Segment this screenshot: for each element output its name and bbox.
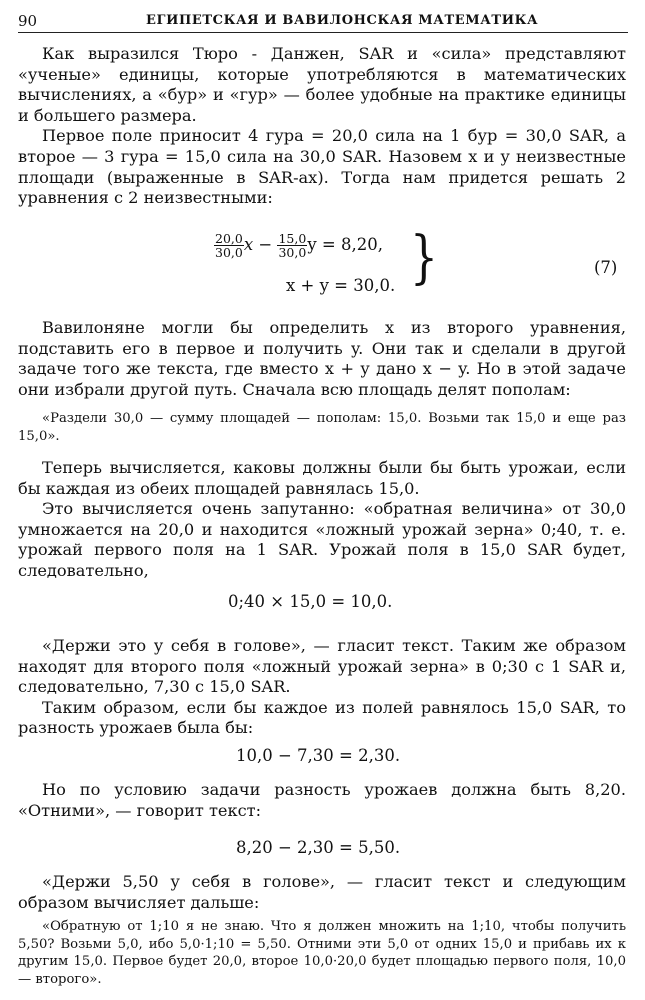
equation-number: (7) [594,258,618,277]
paragraph: Теперь вычисляется, каковы должны были бы быть урожаи, если бы каждая из обеих площадей равнялась 15,0. [18,458,626,498]
paragraph: Таким образом, если бы каждое из полей равнялось 15,0 SAR, то разность урожаев была бы: [18,697,626,738]
page-header [18,10,628,33]
equation-display: 0;40 × 15,0 = 10,0. [228,592,393,611]
equation-line-2: x + y = 30,0. [286,276,396,295]
page-number: 90 [18,12,38,30]
paragraph-babylon [18,318,626,400]
paragraph: Вавилоняне могли бы определить x из второго уравнения, подставить его в первое и получить y. Они так и сделали в другой задаче того же текста, где вместо x + y дано x − y. Но в этой задаче они избрали другой путь. Сначала всю площадь делят пополам: [18,318,626,399]
fraction: $\frac{15,0}{30,0}$ [278,231,307,260]
equation-line-1: $\frac{20,0}{30,0}$ x − $\frac{15,0}{30,0}$ y = 8,20, [215,231,383,260]
paragraph-units [18,44,626,209]
running-title: ЕГИПЕТСКАЯ И ВАВИЛОНСКАЯ МАТЕМАТИКА [146,13,539,28]
quotation: «Обратную от 1;10 я не знаю. Что я должен множить на 1;10, чтобы получить 5,50? Возьми 5,0, ибо 5,0·1;10 = 5,50. Отними эти 5,0 от одних 15,0 и прибавь их к другим 15,0. Первое будет 20,0, второе 10,0·20,0 будет площадью первого поля, 10,0 — второго». [18,919,626,987]
quote-block [18,918,626,988]
paragraph: «Держи это у себя в голове», — гласит текст. Таким же образом находят для второго поля «ложный урожай зерна» в 0;30 с 1 SAR и, следовательно, 7,30 с 15,0 SAR. [18,636,626,697]
paragraph: Как выразился Тюро - Данжен, SAR и «сила» представляют «ученые» единицы, которые употребляются в математических вычислениях, а «бур» и «гур» — более удобные на практике единицы и большего размера. [18,44,626,125]
fraction: $\frac{20,0}{30,0}$ [215,231,243,260]
equation-display: 8,20 − 2,30 = 5,50. [236,838,401,857]
paragraph: Первое поле приносит 4 гура = 20,0 сила на 1 бур = 30,0 SAR, а второе — 3 гура = 15,0 сила на 30,0 SAR. Назовем x и y неизвестные площади (выраженные в SAR-ах). Тогда нам придется решать 2 уравнения с 2 неизвестными: [18,126,626,208]
paragraph-difference [18,780,626,821]
paragraph: «Держи 5,50 у себя в голове», — гласит текст и следующим образом вычисляет дальше: [18,872,626,912]
paragraph: Это вычисляется очень запутанно: «обратная величина» от 30,0 умножается на 20,0 и находится «ложный урожай зерна» 0;40, т. е. урожай первого поля на 1 SAR. Урожай поля в 15,0 SAR будет, следовательно, [18,499,626,580]
paragraph-yields [18,458,626,582]
paragraph: Но по условию задачи разность урожаев должна быть 8,20. «Отними», — говорит текст: [18,780,626,820]
system-brace: } [410,224,438,291]
quote-block [18,410,626,445]
equation-display: 10,0 − 7,30 = 2,30. [236,746,401,765]
paragraph-second-field [18,636,626,739]
paragraph-keep [18,872,626,913]
quotation: «Раздели 30,0 — сумму площадей — пополам: 15,0. Возьми так 15,0 и еще раз 15,0». [18,411,626,444]
